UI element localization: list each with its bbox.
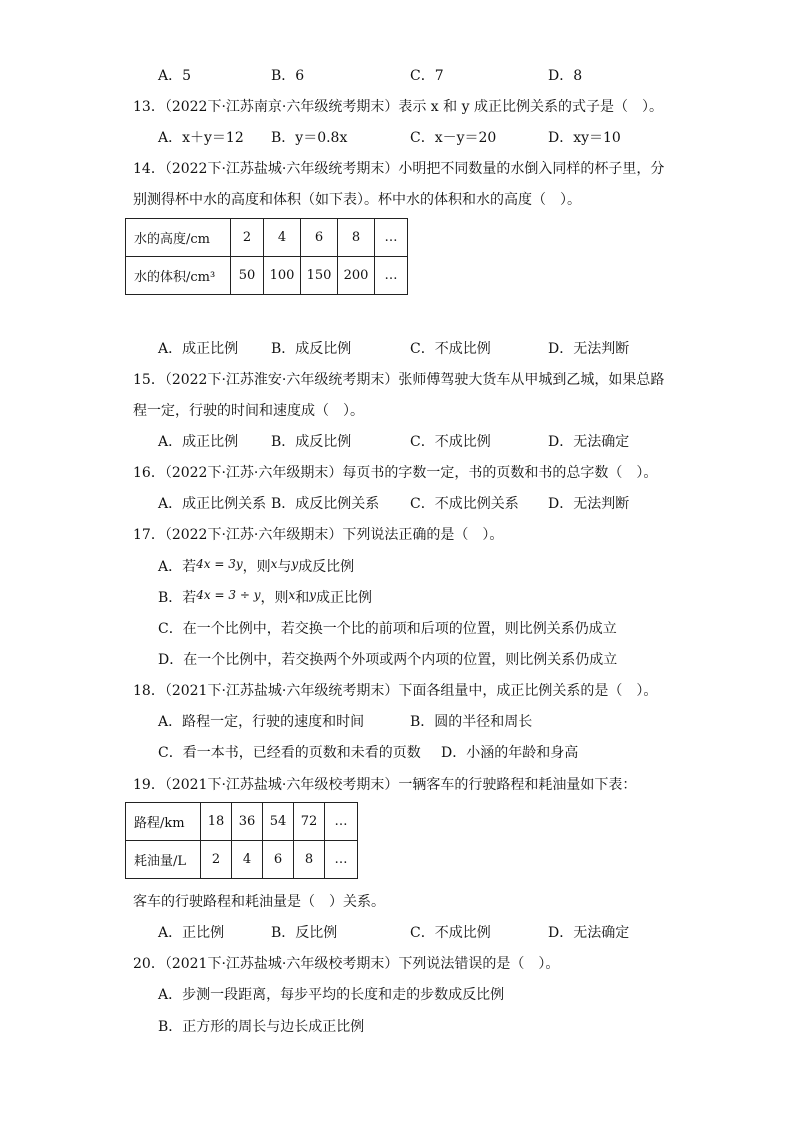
q19-data-table (125, 802, 358, 879)
table-cell: 50 (231, 257, 264, 295)
q17-b-prefix: B．若 (158, 590, 197, 606)
q16-stem: 16．（2022下·江苏·六年级期末）每页书的字数一定，书的页数和书的总字数（ ）。 (133, 465, 658, 481)
q17-a-rel: 与 (277, 559, 292, 575)
q20-stem: 20．（2021下·江苏盐城·六年级校考期末）下列说法错误的是（ ）。 (133, 956, 560, 972)
table-cell: 6 (301, 219, 338, 257)
q15-option-c: C．不成比例 (410, 434, 491, 450)
q17-option-b (158, 589, 372, 607)
q18-stem: 18．（2021下·江苏盐城·六年级统考期末）下面各组量中，成正比例关系的是（ ）。 (133, 683, 658, 699)
q19-followup: 客车的行驶路程和耗油量是（ ）关系。 (133, 894, 385, 910)
q14-data-table (125, 218, 408, 295)
q20-option-b: B．正方形的周长与边长成正比例 (158, 1019, 365, 1035)
table-cell: 耗油量/L (126, 841, 201, 879)
q17-a-mid: ，则 (242, 559, 271, 575)
q15-stem-line1: 15．（2022下·江苏淮安·六年级统考期末）张师傅驾驶大货车从甲城到乙城，如果总路 (133, 372, 665, 388)
q13-option-b: B．y＝0.8x (271, 130, 348, 146)
q12-option-b: B．6 (271, 68, 305, 84)
table-cell: 4 (232, 841, 263, 879)
table-cell: 8 (338, 219, 375, 257)
q17-stem: 17．（2022下·江苏·六年级期末）下列说法正确的是（ ）。 (133, 527, 504, 543)
table-row (126, 841, 358, 879)
q17-a-post: 成反比例 (298, 559, 355, 575)
table-cell: 72 (294, 803, 325, 841)
q14-stem-line2: 别测得杯中水的高度和体积（如下表）。杯中水的体积和水的高度（ ）。 (133, 192, 581, 208)
q15-option-d: D．无法确定 (548, 434, 630, 450)
q19-stem: 19．（2021下·江苏盐城·六年级校考期末）一辆客车的行驶路程和耗油量如下表： (133, 777, 637, 793)
q18-option-b: B．圆的半径和周长 (410, 714, 533, 730)
q17-b-equation: 4x = 3 ÷ y (196, 588, 261, 602)
q16-option-d: D．无法判断 (548, 496, 630, 512)
table-cell: 18 (201, 803, 232, 841)
table-row (126, 219, 408, 257)
table-cell: … (325, 841, 358, 879)
q17-b-rel: 和 (295, 590, 310, 606)
q12-option-a: A．5 (158, 68, 192, 84)
q19-option-d: D．无法确定 (548, 925, 630, 941)
q18-option-a: A．路程一定，行驶的速度和时间 (158, 714, 365, 730)
q12-option-c: C．7 (410, 68, 444, 84)
q13-option-a: A．x＋y＝12 (158, 130, 244, 146)
q14-option-a: A．成正比例 (158, 341, 239, 357)
q16-option-c: C．不成比例关系 (410, 496, 519, 512)
table-cell: 4 (264, 219, 301, 257)
q14-option-c: C．不成比例 (410, 341, 491, 357)
q19-option-c: C．不成比例 (410, 925, 491, 941)
q14-option-d: D．无法判断 (548, 341, 630, 357)
q13-option-d: D．xy＝10 (548, 130, 621, 146)
q20-option-a: A．步测一段距离，每步平均的长度和走的步数成反比例 (158, 987, 505, 1003)
table-cell: 水的高度/cm (126, 219, 231, 257)
q17-a-var-y: y (291, 557, 299, 571)
table-row (126, 803, 358, 841)
q18-option-c: C．看一本书，已经看的页数和未看的页数 (158, 745, 421, 761)
q13-stem: 13．（2022下·江苏南京·六年级统考期末）表示 x 和 y 成正比例关系的式子是（ ）。 (133, 99, 663, 115)
table-cell: 路程/km (126, 803, 201, 841)
q17-b-post: 成正比例 (316, 590, 373, 606)
table-cell: 6 (263, 841, 294, 879)
q17-option-c: C．在一个比例中，若交换一个比的前项和后项的位置，则比例关系仍成立 (158, 621, 617, 637)
q18-option-d: D．小涵的年龄和身高 (441, 745, 579, 761)
q13-option-c: C．x－y＝20 (410, 130, 497, 146)
q17-a-equation: 4x = 3y (196, 557, 243, 571)
table-cell: … (325, 803, 358, 841)
q15-option-b: B．成反比例 (271, 434, 352, 450)
table-cell: 100 (264, 257, 301, 295)
table-cell: 2 (231, 219, 264, 257)
q12-option-d: D．8 (548, 68, 583, 84)
q17-b-mid: ，则 (260, 590, 289, 606)
q17-a-prefix: A．若 (158, 559, 197, 575)
table-cell: 2 (201, 841, 232, 879)
q17-option-d: D．在一个比例中，若交换两个外项或两个内项的位置，则比例关系仍成立 (158, 652, 618, 668)
table-cell: 200 (338, 257, 375, 295)
q19-option-a: A．正比例 (158, 925, 225, 941)
q15-option-a: A．成正比例 (158, 434, 239, 450)
q17-option-a (158, 558, 354, 576)
q19-option-b: B．反比例 (271, 925, 338, 941)
table-row (126, 257, 408, 295)
q15-stem-line2: 程一定，行驶的时间和速度成（ ）。 (133, 403, 364, 419)
q17-b-var-y: y (309, 588, 317, 602)
q17-b-var-x: x (288, 588, 296, 602)
table-cell: … (375, 219, 408, 257)
q14-option-b: B．成反比例 (271, 341, 352, 357)
table-cell: 36 (232, 803, 263, 841)
table-cell: 54 (263, 803, 294, 841)
table-cell: … (375, 257, 408, 295)
q16-option-b: B．成反比例关系 (271, 496, 380, 512)
q14-stem-line1: 14．（2022下·江苏盐城·六年级统考期末）小明把不同数量的水倒入同样的杯子里，分 (133, 161, 665, 177)
q16-option-a: A．成正比例关系 (158, 496, 267, 512)
table-cell: 8 (294, 841, 325, 879)
table-cell: 水的体积/cm³ (126, 257, 231, 295)
q17-a-var-x: x (270, 557, 278, 571)
table-cell: 150 (301, 257, 338, 295)
